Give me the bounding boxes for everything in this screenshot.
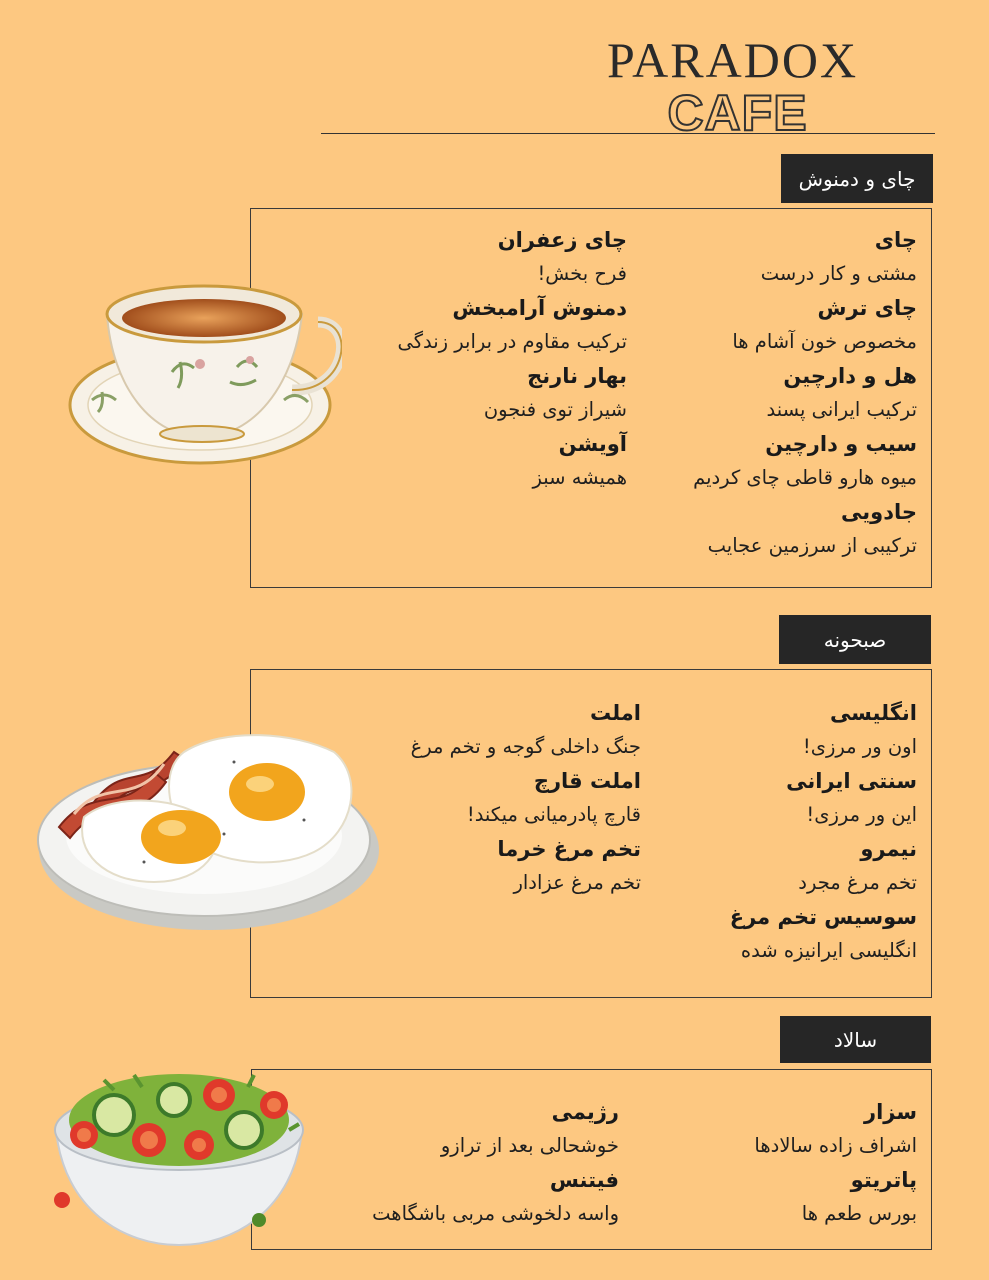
item-name: انگلیسی bbox=[829, 701, 917, 725]
item-description: این ور مرزی! bbox=[806, 803, 917, 826]
item-name: بهار نارنج bbox=[527, 364, 627, 388]
item-description: واسه دلخوشی مربی باشگاهت bbox=[372, 1202, 619, 1225]
menu-item bbox=[337, 359, 627, 427]
item-name: آویشن bbox=[558, 432, 627, 456]
item-description: اون ور مرزی! bbox=[802, 735, 917, 758]
menu-item bbox=[617, 359, 917, 427]
item-description: ترکیب ایرانی پسند bbox=[766, 398, 917, 421]
item-description: مشتی و کار درست bbox=[760, 262, 917, 285]
menu-item bbox=[617, 832, 917, 900]
item-description: انگلیسی ایرانیزه شده bbox=[740, 939, 917, 962]
menu-item bbox=[337, 223, 627, 291]
item-description: جنگ داخلی گوجه و تخم مرغ bbox=[410, 735, 641, 758]
item-name: نیمرو bbox=[860, 837, 917, 861]
section-header-breakfast: صبحونه bbox=[779, 615, 931, 664]
section-header-tea: چای و دمنوش bbox=[781, 154, 933, 203]
header-divider bbox=[321, 133, 935, 134]
brand-title: PARADOX bbox=[606, 32, 859, 88]
menu-item bbox=[319, 1163, 619, 1231]
menu-item bbox=[617, 764, 917, 832]
item-description: همیشه سبز bbox=[532, 466, 627, 489]
item-name: سزار bbox=[863, 1100, 917, 1124]
item-name: سنتی ایرانی bbox=[786, 769, 917, 793]
menu-item bbox=[337, 291, 627, 359]
salad-column-right bbox=[617, 1095, 917, 1231]
item-description: تخم مرغ مجرد bbox=[798, 871, 917, 894]
tea-cup-illustration bbox=[62, 272, 342, 472]
item-name: پاتریتو bbox=[850, 1168, 917, 1192]
item-name: تخم مرغ خرما bbox=[497, 837, 641, 861]
item-name: رژیمی bbox=[551, 1100, 619, 1124]
item-description: تخم مرغ عزادار bbox=[513, 871, 641, 894]
item-description: قارچ پادرمیانی میکند! bbox=[466, 803, 641, 826]
item-name: املت قارچ bbox=[533, 769, 641, 793]
item-description: خوشحالی بعد از ترازو bbox=[440, 1134, 619, 1157]
breakfast-column-right bbox=[617, 696, 917, 968]
item-name: املت bbox=[589, 701, 641, 725]
menu-item bbox=[617, 1095, 917, 1163]
item-description: مخصوص خون آشام ها bbox=[732, 330, 917, 353]
tea-column-right bbox=[617, 223, 917, 563]
menu-item bbox=[319, 1095, 619, 1163]
item-name: چای ترش bbox=[817, 296, 917, 320]
item-name: سوسیس تخم مرغ bbox=[729, 905, 917, 929]
menu-item bbox=[617, 495, 917, 563]
item-description: ترکیب مقاوم در برابر زندگی bbox=[397, 330, 627, 353]
item-name: چای bbox=[874, 228, 917, 252]
tea-column-left bbox=[337, 223, 627, 495]
item-description: اشراف زاده سالادها bbox=[754, 1134, 917, 1157]
menu-item bbox=[617, 900, 917, 968]
menu-item bbox=[617, 223, 917, 291]
salad-bowl-illustration bbox=[44, 1060, 316, 1250]
breakfast-column-left bbox=[341, 696, 641, 900]
item-name: چای زعفران bbox=[497, 228, 627, 252]
item-name: جادویی bbox=[841, 500, 917, 524]
menu-item bbox=[617, 427, 917, 495]
menu-item bbox=[341, 764, 641, 832]
menu-item bbox=[341, 696, 641, 764]
item-description: فرح بخش! bbox=[537, 262, 627, 285]
item-name: هل و دارچین bbox=[783, 364, 917, 388]
item-description: شیراز توی فنجون bbox=[483, 398, 627, 421]
item-name: فیتنس bbox=[549, 1168, 619, 1192]
item-description: بورس طعم ها bbox=[801, 1202, 917, 1225]
section-header-salad: سالاد bbox=[780, 1016, 931, 1063]
item-description: میوه هارو قاطی چای کردیم bbox=[693, 466, 917, 489]
salad-column-left bbox=[319, 1095, 619, 1231]
menu-item bbox=[617, 1163, 917, 1231]
breakfast-plate-illustration bbox=[34, 722, 384, 936]
menu-item bbox=[337, 427, 627, 495]
item-description: ترکیبی از سرزمین عجایب bbox=[707, 534, 917, 557]
item-name: دمنوش آرامبخش bbox=[452, 296, 627, 320]
brand-subtitle: CAFE bbox=[667, 85, 808, 141]
item-name: سیب و دارچین bbox=[765, 432, 917, 456]
menu-item bbox=[617, 291, 917, 359]
menu-item bbox=[341, 832, 641, 900]
menu-item bbox=[617, 696, 917, 764]
